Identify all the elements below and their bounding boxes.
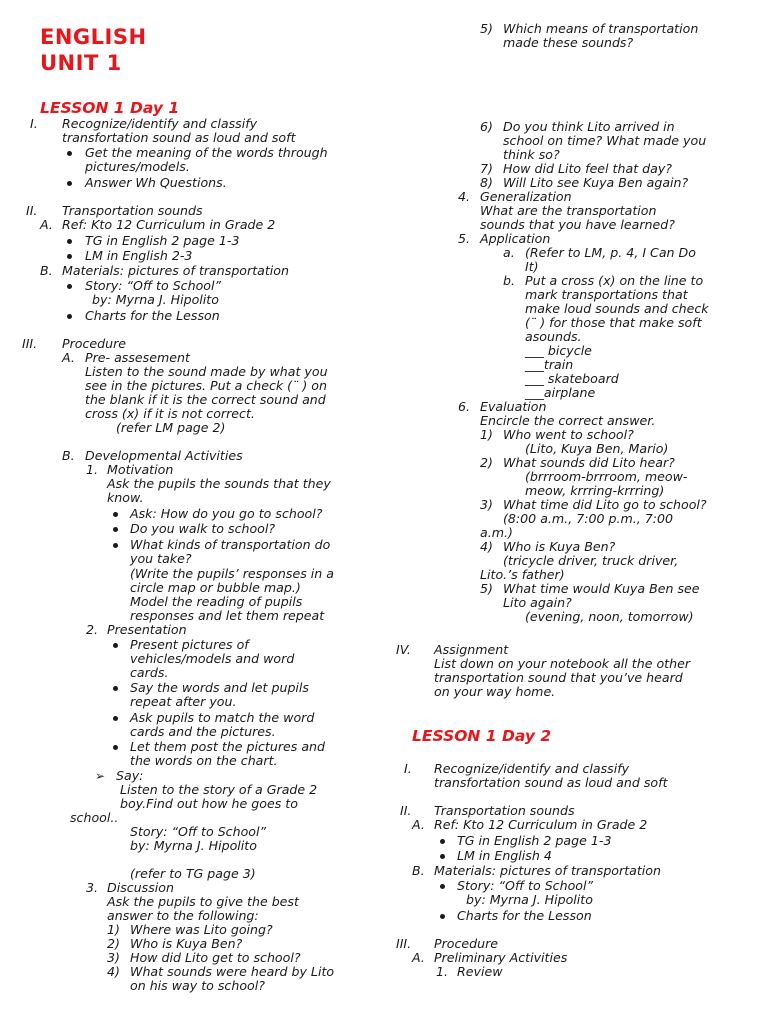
bullet	[67, 254, 72, 259]
right-r7-text: Will Lito see Kuya Ben again?	[503, 175, 689, 190]
bullet	[440, 854, 445, 859]
right-r44: transfortation sound as loud and soft	[434, 775, 668, 790]
right-r48: LM in English 4	[457, 848, 552, 863]
right-r46-text: Ref: Kto 12 Curriculum in Grade 2	[434, 817, 648, 832]
left-l50-num: 3.	[86, 880, 99, 895]
right-r9: What are the transportation	[480, 203, 657, 218]
left-l22-num: 1.	[86, 462, 99, 477]
bullet	[67, 239, 72, 244]
right-r15: mark transportations that	[525, 287, 688, 302]
right-r3-num: 6)	[480, 119, 493, 134]
right-r55-num: 1.	[436, 964, 449, 979]
right-r4: school on time? What made you	[503, 133, 707, 148]
right-r8-text: Generalization	[480, 189, 572, 204]
right-r41: transportation sound that you’ve heard	[434, 670, 683, 685]
right-r20: ___train	[525, 357, 574, 372]
left-l38: repeat after you.	[130, 694, 237, 709]
right-r35: Lito.’s father)	[480, 567, 565, 582]
left-l56-num: 4)	[107, 964, 120, 979]
left-l33-num: 2.	[86, 622, 99, 637]
right-r37: Lito again?	[503, 595, 572, 610]
left-l56-text: What sounds were heard by Lito	[130, 964, 335, 979]
left-l32: responses and let them repeat	[130, 608, 325, 623]
unit-title-unit: UNIT 1	[40, 51, 122, 75]
right-r8-num: 4.	[458, 189, 471, 204]
right-r11-num: 5.	[458, 231, 471, 246]
left-l20: (refer LM page 2)	[116, 420, 226, 435]
left-l29: (Write the pupils’ responses in a	[130, 566, 334, 581]
left-l9: LM in English 2-3	[85, 248, 193, 263]
left-l3: Get the meaning of the words through	[85, 145, 328, 160]
left-l28: you take?	[130, 551, 192, 566]
right-r1-text: Which means of transportation	[503, 21, 699, 36]
right-r7-num: 8)	[480, 175, 493, 190]
left-l57: on his way to school?	[130, 978, 265, 993]
right-r14-num: b.	[503, 273, 515, 288]
right-r53-num: III.	[396, 936, 412, 951]
bullet	[440, 839, 445, 844]
right-r14-text: Put a cross (x) on the line to	[525, 273, 704, 288]
right-r30-num: 3)	[480, 497, 493, 512]
left-l4: pictures/models.	[85, 159, 190, 174]
right-r42: on your way home.	[434, 684, 556, 699]
right-r16: make loud sounds and check	[525, 301, 709, 316]
right-r32: a.m.)	[480, 525, 513, 540]
right-r43-num: I.	[404, 761, 412, 776]
left-l44: Listen to the story of a Grade 2	[120, 782, 318, 797]
right-r51: by: Myrna J. Hipolito	[466, 892, 593, 907]
left-l48: by: Myrna J. Hipolito	[130, 838, 257, 853]
bullet	[113, 643, 118, 648]
bullet	[113, 745, 118, 750]
left-l10-text: Materials: pictures of transportation	[62, 263, 289, 278]
left-l6-num: II.	[26, 203, 38, 218]
left-l8: TG in English 2 page 1-3	[85, 233, 240, 248]
bullet	[113, 512, 118, 517]
left-l11: Story: “Off to School”	[85, 278, 222, 293]
right-r43-text: Recognize/identify and classify	[434, 761, 630, 776]
left-l27: What kinds of transportation do	[130, 537, 331, 552]
left-l14-num: III.	[22, 336, 38, 351]
bullet	[67, 314, 72, 319]
right-r29: meow, krrring-krrring)	[525, 483, 665, 498]
right-r47: TG in English 2 page 1-3	[457, 833, 612, 848]
left-l1-text: Recognize/identify and classify	[62, 116, 258, 131]
bullet	[113, 686, 118, 691]
right-r45-text: Transportation sounds	[434, 803, 575, 818]
left-l14-text: Procedure	[62, 336, 127, 351]
right-r6-text: How did Lito feel that day?	[503, 161, 672, 176]
right-r50: Story: “Off to School”	[457, 878, 594, 893]
bullet	[440, 884, 445, 889]
right-r6-num: 7)	[480, 161, 493, 176]
left-l24: know.	[107, 490, 144, 505]
right-r1-num: 5)	[480, 21, 493, 36]
right-r23-num: 6.	[458, 399, 471, 414]
left-l6-text: Transportation sounds	[62, 203, 203, 218]
right-r21: ___ skateboard	[525, 371, 619, 386]
left-l49: (refer to TG page 3)	[130, 866, 256, 881]
right-r12-text: (Refer to LM, p. 4, I Can Do	[525, 245, 696, 260]
bullet	[67, 151, 72, 156]
bullet	[113, 543, 118, 548]
left-l7-text: Ref: Kto 12 Curriculum in Grade 2	[62, 217, 276, 232]
left-l5: Answer Wh Questions.	[85, 175, 227, 190]
right-r36-text: What time would Kuya Ben see	[503, 581, 700, 596]
right-r27-text: What sounds did Lito hear?	[503, 455, 675, 470]
right-r22: ___airplane	[525, 385, 596, 400]
left-l55-text: How did Lito get to school?	[130, 950, 301, 965]
left-l21-text: Developmental Activities	[85, 448, 243, 463]
right-r46-num: A.	[412, 817, 425, 832]
right-r38: (evening, noon, tomorrow)	[525, 609, 694, 624]
right-r11-text: Application	[480, 231, 551, 246]
right-r33-text: Who is Kuya Ben?	[503, 539, 616, 554]
left-l15-num: A.	[62, 350, 75, 365]
right-r24: Encircle the correct answer.	[480, 413, 656, 428]
right-r23-text: Evaluation	[480, 399, 547, 414]
left-l19: cross (x) if it is not correct.	[85, 406, 255, 421]
right-r25-text: Who went to school?	[503, 427, 634, 442]
left-l45: boy.Find out how he goes to	[120, 796, 298, 811]
right-r49-num: B.	[412, 863, 425, 878]
left-l52: answer to the following:	[107, 908, 259, 923]
right-r45-num: II.	[400, 803, 412, 818]
right-r30-text: What time did Lito go to school?	[503, 497, 707, 512]
left-l1-num: I.	[30, 116, 38, 131]
unit-title-english: ENGLISH	[40, 25, 147, 49]
left-l55-num: 3)	[107, 950, 120, 965]
left-l13: Charts for the Lesson	[85, 308, 220, 323]
right-r36-num: 5)	[480, 581, 493, 596]
left-l53-text: Where was Lito going?	[130, 922, 273, 937]
left-l7-num: A.	[40, 217, 53, 232]
bullet	[113, 527, 118, 532]
right-r5: think so?	[503, 147, 560, 162]
left-l37: Say the words and let pupils	[130, 680, 309, 695]
left-l2: transfortation sound as loud and soft	[62, 130, 296, 145]
right-r10: sounds that you have learned?	[480, 217, 675, 232]
left-l50-text: Discussion	[107, 880, 174, 895]
left-l53-num: 1)	[107, 922, 120, 937]
left-l43: Say:	[116, 768, 144, 783]
right-r25-num: 1)	[480, 427, 493, 442]
right-r49-text: Materials: pictures of transportation	[434, 863, 661, 878]
left-l31: Model the reading of pupils	[130, 594, 303, 609]
left-l30: circle map or bubble map.)	[130, 580, 301, 595]
right-r26: (Lito, Kuya Ben, Mario)	[525, 441, 669, 456]
right-r18: asounds.	[525, 329, 582, 344]
left-l35: vehicles/models and word	[130, 651, 295, 666]
right-r54-text: Preliminary Activities	[434, 950, 568, 965]
bullet	[67, 284, 72, 289]
left-l51: Ask the pupils to give the best	[107, 894, 299, 909]
left-l46: school..	[70, 810, 119, 825]
left-l47: Story: “Off to School”	[130, 824, 267, 839]
right-r39-text: Assignment	[434, 642, 509, 657]
right-r39-num: IV.	[396, 642, 411, 657]
left-l21-num: B.	[62, 448, 75, 463]
lesson-1-day-2-heading: LESSON 1 Day 2	[412, 727, 552, 745]
right-r40: List down on your notebook all the other	[434, 656, 691, 671]
right-r13: It)	[525, 259, 539, 274]
left-l16: Listen to the sound made by what you	[85, 364, 328, 379]
left-l41: Let them post the pictures and	[130, 739, 326, 754]
left-l33-text: Presentation	[107, 622, 187, 637]
right-r53-text: Procedure	[434, 936, 499, 951]
right-r17: (¨ ) for those that make soft	[525, 315, 702, 330]
bullet	[440, 914, 445, 919]
arrow-bullet-icon: ➢	[95, 769, 106, 783]
left-l26: Do you walk to school?	[130, 521, 276, 536]
right-r54-num: A.	[412, 950, 425, 965]
lesson-1-day-1-heading: LESSON 1 Day 1	[40, 99, 180, 117]
right-r31: (8:00 a.m., 7:00 p.m., 7:00	[503, 511, 674, 526]
left-l36: cards.	[130, 665, 169, 680]
left-l23: Ask the pupils the sounds that they	[107, 476, 331, 491]
left-l34: Present pictures of	[130, 637, 249, 652]
left-l42: the words on the chart.	[130, 753, 278, 768]
right-r27-num: 2)	[480, 455, 493, 470]
right-r33-num: 4)	[480, 539, 493, 554]
right-r3-text: Do you think Lito arrived in	[503, 119, 675, 134]
right-r12-num: a.	[503, 245, 515, 260]
right-r52: Charts for the Lesson	[457, 908, 592, 923]
left-l40: cards and the pictures.	[130, 724, 276, 739]
right-r19: ___ bicycle	[525, 343, 592, 358]
left-l15-text: Pre- assesement	[85, 350, 190, 365]
right-r55-text: Review	[457, 964, 503, 979]
right-r28: (brrroom-brrroom, meow-	[525, 469, 688, 484]
bullet	[67, 181, 72, 186]
right-r34: (tricycle driver, truck driver,	[503, 553, 679, 568]
left-l25: Ask: How do you go to school?	[130, 506, 323, 521]
left-l10-num: B.	[40, 263, 53, 278]
left-l54-num: 2)	[107, 936, 120, 951]
left-l18: the blank if it is the correct sound and	[85, 392, 326, 407]
right-r2: made these sounds?	[503, 35, 634, 50]
bullet	[113, 716, 118, 721]
left-l54-text: Who is Kuya Ben?	[130, 936, 243, 951]
left-l17: see in the pictures. Put a check (¨ ) on	[85, 378, 327, 393]
left-l39: Ask pupils to match the word	[130, 710, 315, 725]
left-l12: by: Myrna J. Hipolito	[92, 292, 219, 307]
left-l22-text: Motivation	[107, 462, 174, 477]
